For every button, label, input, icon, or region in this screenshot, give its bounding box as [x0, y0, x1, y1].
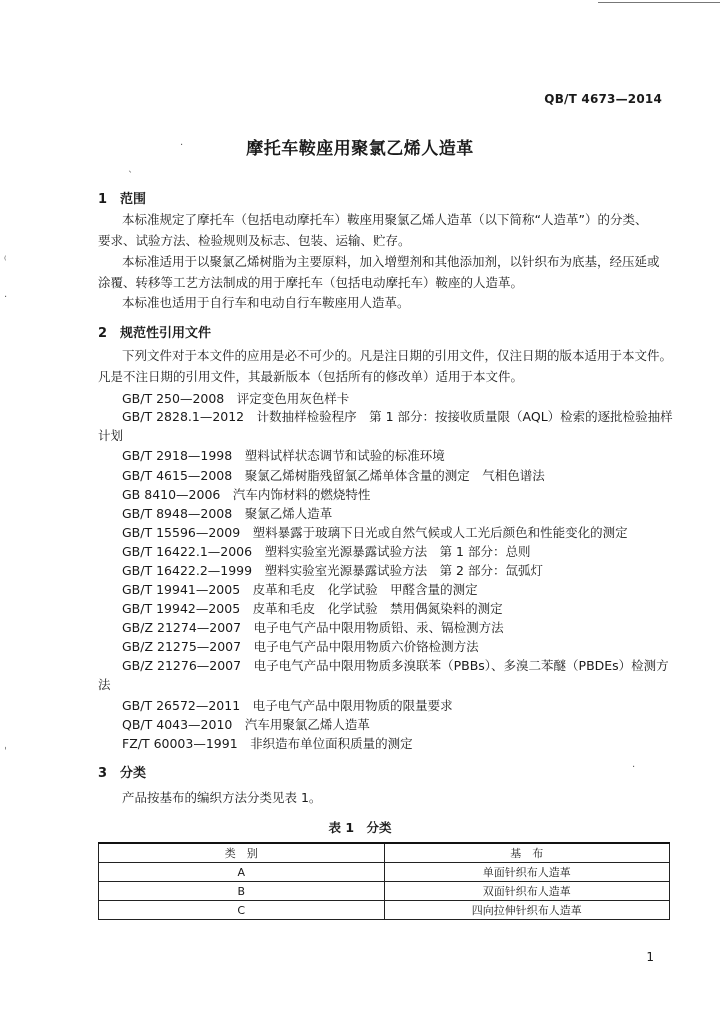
scope-paragraph-3: 本标准也适用于自行车和电动自行车鞍座用人造革。 [122, 295, 410, 310]
table-row [99, 863, 670, 882]
cell-base-fabric: 双面针织布人造革 [384, 882, 670, 901]
table-row [99, 901, 670, 920]
scope-paragraph-1-line-1: 本标准规定了摩托车（包括电动摩托车）鞍座用聚氯乙烯人造革（以下简称“人造革”）的分类、 [122, 212, 648, 227]
ref-item-continuation: 法 [98, 677, 111, 692]
ref-item: GB/T 2918—1998 塑料试样状态调节和试验的标准环境 [122, 448, 445, 463]
ref-item: GB/T 16422.2—1999 塑料实验室光源暴露试验方法 第 2 部分：氙弧灯 [122, 563, 543, 578]
section-title: 规范性引用文件 [120, 326, 212, 341]
page-number: 1 [646, 950, 654, 964]
refs-intro-line-2: 凡是不注日期的引用文件，其最新版本（包括所有的修改单）适用于本文件。 [98, 369, 524, 384]
document-title: 摩托车鞍座用聚氯乙烯人造革 [246, 139, 474, 159]
ref-item: GB/T 26572—2011 电子电气产品中限用物质的限量要求 [122, 698, 453, 713]
section-number: 1 [98, 192, 108, 207]
column-header-base-fabric: 基 布 [384, 843, 670, 863]
ref-item: GB 8410—2006 汽车内饰材料的燃烧特性 [122, 487, 371, 502]
table-header-row [99, 843, 670, 863]
scan-speck: · [632, 762, 636, 773]
ref-item-continuation: 计划 [98, 428, 124, 443]
ref-item: GB/Z 21274—2007 电子电气产品中限用物质铅、汞、镉检测方法 [122, 620, 504, 635]
scan-speck: ˎ [128, 162, 133, 173]
section-scope-heading [98, 188, 146, 207]
cell-category: A [99, 863, 385, 882]
ref-item: GB/Z 21275—2007 电子电气产品中限用物质六价铬检测方法 [122, 639, 479, 654]
standard-number: QB/T 4673—2014 [544, 92, 662, 106]
table-caption: 表 1 分类 [328, 820, 392, 835]
scope-paragraph-1-line-2: 要求、试验方法、检验规则及标志、包装、运输、贮存。 [98, 233, 411, 248]
scope-paragraph-2-line-2: 涂覆、转移等工艺方法制成的用于摩托车（包括电动摩托车）鞍座的人造革。 [98, 275, 524, 290]
cell-base-fabric: 四向拉伸针织布人造革 [384, 901, 670, 920]
cell-category: B [99, 882, 385, 901]
ref-item: GB/T 16422.1—2006 塑料实验室光源暴露试验方法 第 1 部分：总则 [122, 544, 531, 559]
ref-item: GB/T 250—2008 评定变色用灰色样卡 [122, 391, 350, 406]
ref-item: QB/T 4043—2010 汽车用聚氯乙烯人造革 [122, 717, 370, 732]
classification-text: 产品按基布的编织方法分类见表 1。 [122, 790, 322, 805]
scan-speck: · [4, 292, 8, 303]
section-title: 分类 [120, 766, 147, 781]
section-number: 2 [98, 326, 108, 341]
ref-item: GB/T 2828.1—2012 计数抽样检验程序 第 1 部分：按接收质量限（AQL）检索的逐批检验抽样 [122, 409, 673, 424]
section-number: 3 [98, 766, 108, 781]
cell-category: C [99, 901, 385, 920]
top-rule [598, 2, 720, 3]
scan-speck: ⁽ [4, 255, 7, 266]
ref-item: GB/Z 21276—2007 电子电气产品中限用物质多溴联苯（PBBs）、多溴二苯醚（PBDEs）检测方 [122, 658, 669, 673]
classification-table [98, 842, 670, 920]
ref-item: FZ/T 60003—1991 非织造布单位面积质量的测定 [122, 736, 413, 751]
table-row [99, 882, 670, 901]
section-refs-heading [98, 322, 211, 341]
ref-item: GB/T 19941—2005 皮革和毛皮 化学试验 甲醛含量的测定 [122, 582, 478, 597]
cell-base-fabric: 单面针织布人造革 [384, 863, 670, 882]
section-title: 范围 [120, 192, 147, 207]
scan-speck: · [180, 140, 184, 151]
ref-item: GB/T 4615—2008 聚氯乙烯树脂残留氯乙烯单体含量的测定 气相色谱法 [122, 468, 545, 483]
ref-item: GB/T 8948—2008 聚氯乙烯人造革 [122, 506, 333, 521]
ref-item: GB/T 19942—2005 皮革和毛皮 化学试验 禁用偶氮染料的测定 [122, 601, 503, 616]
refs-intro-line-1: 下列文件对于本文件的应用是必不可少的。凡是注日期的引用文件，仅注日期的版本适用于本文件。 [122, 348, 673, 363]
section-classification-heading [98, 762, 146, 781]
scope-paragraph-2-line-1: 本标准适用于以聚氯乙烯树脂为主要原料，加入增塑剂和其他添加剂，以针织布为底基，经压延或 [122, 254, 660, 269]
scan-speck: ˌ [4, 740, 7, 751]
ref-item: GB/T 15596—2009 塑料暴露于玻璃下日光或自然气候或人工光后颜色和性能变化的测定 [122, 525, 628, 540]
column-header-category: 类 别 [99, 843, 385, 863]
